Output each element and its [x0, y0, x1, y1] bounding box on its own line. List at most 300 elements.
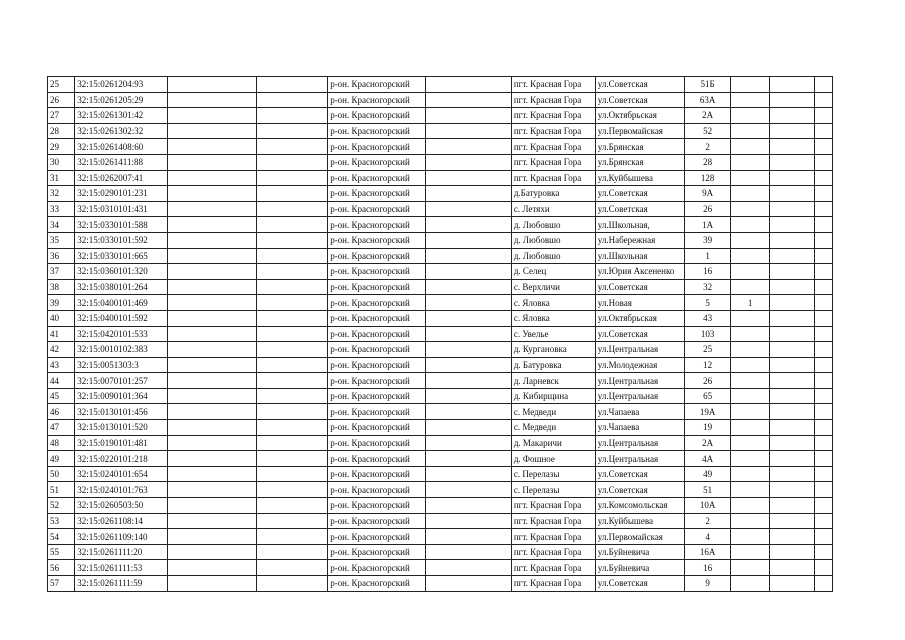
- empty-cell: [167, 388, 256, 404]
- empty-cell: [769, 279, 814, 295]
- cadastral-number-cell: 32:15:0261109:140: [75, 529, 167, 545]
- house-number-cell: 2А: [684, 435, 730, 451]
- street-cell: ул.Советская: [595, 326, 684, 342]
- table-row: [48, 123, 833, 139]
- district-cell: р-он. Красногорский: [328, 279, 426, 295]
- empty-cell: [769, 186, 814, 202]
- empty-cell: [167, 310, 256, 326]
- empty-cell: [769, 482, 814, 498]
- empty-cell: [815, 170, 833, 186]
- settlement-cell: с. Верхличи: [511, 279, 595, 295]
- district-cell: р-он. Красногорский: [328, 451, 426, 467]
- street-cell: ул.Центральная: [595, 451, 684, 467]
- table-row: [48, 357, 833, 373]
- street-cell: ул.Куйбышева: [595, 513, 684, 529]
- empty-cell: [167, 232, 256, 248]
- cadastral-number-cell: 32:15:0240101:763: [75, 482, 167, 498]
- empty-cell: [256, 544, 327, 560]
- empty-cell: [769, 560, 814, 576]
- extra-cell: [731, 544, 770, 560]
- empty-cell: [167, 435, 256, 451]
- settlement-cell: пгт. Красная Гора: [511, 513, 595, 529]
- house-number-cell: 16А: [684, 544, 730, 560]
- cadastral-number-cell: 32:15:0051303:3: [75, 357, 167, 373]
- empty-cell: [769, 139, 814, 155]
- street-cell: ул.Новая: [595, 295, 684, 311]
- table-row: [48, 513, 833, 529]
- empty-cell: [425, 92, 511, 108]
- settlement-cell: пгт. Красная Гора: [511, 154, 595, 170]
- empty-cell: [256, 92, 327, 108]
- empty-cell: [815, 451, 833, 467]
- empty-cell: [256, 295, 327, 311]
- empty-cell: [167, 404, 256, 420]
- empty-cell: [425, 154, 511, 170]
- empty-cell: [256, 342, 327, 358]
- street-cell: ул.Советская: [595, 466, 684, 482]
- table-row: [48, 217, 833, 233]
- cadastral-number-cell: 32:15:0330101:588: [75, 217, 167, 233]
- table-row: [48, 154, 833, 170]
- street-cell: ул.Школьная,: [595, 217, 684, 233]
- empty-cell: [769, 544, 814, 560]
- cadastral-number-cell: 32:15:0130101:520: [75, 420, 167, 436]
- cadastral-number-cell: 32:15:0400101:592: [75, 310, 167, 326]
- empty-cell: [256, 264, 327, 280]
- row-number-cell: 40: [48, 310, 75, 326]
- house-number-cell: 52: [684, 123, 730, 139]
- empty-cell: [815, 123, 833, 139]
- district-cell: р-он. Красногорский: [328, 139, 426, 155]
- row-number-cell: 28: [48, 123, 75, 139]
- empty-cell: [769, 357, 814, 373]
- settlement-cell: д. Селец: [511, 264, 595, 280]
- empty-cell: [167, 264, 256, 280]
- empty-cell: [769, 466, 814, 482]
- empty-cell: [769, 435, 814, 451]
- cadastral-number-cell: 32:15:0261111:59: [75, 576, 167, 592]
- empty-cell: [256, 357, 327, 373]
- empty-cell: [167, 451, 256, 467]
- settlement-cell: д. Любовшо: [511, 232, 595, 248]
- house-number-cell: 28: [684, 154, 730, 170]
- empty-cell: [769, 123, 814, 139]
- house-number-cell: 51Б: [684, 77, 730, 93]
- district-cell: р-он. Красногорский: [328, 186, 426, 202]
- empty-cell: [256, 232, 327, 248]
- table-row: [48, 201, 833, 217]
- settlement-cell: с. Медведи: [511, 420, 595, 436]
- empty-cell: [815, 498, 833, 514]
- extra-cell: [731, 498, 770, 514]
- empty-cell: [815, 513, 833, 529]
- extra-cell: [731, 404, 770, 420]
- row-number-cell: 47: [48, 420, 75, 436]
- empty-cell: [815, 342, 833, 358]
- empty-cell: [425, 170, 511, 186]
- row-number-cell: 25: [48, 77, 75, 93]
- row-number-cell: 32: [48, 186, 75, 202]
- cadastral-number-cell: 32:15:0420101:533: [75, 326, 167, 342]
- empty-cell: [167, 170, 256, 186]
- empty-cell: [425, 560, 511, 576]
- empty-cell: [256, 123, 327, 139]
- row-number-cell: 50: [48, 466, 75, 482]
- empty-cell: [425, 342, 511, 358]
- row-number-cell: 43: [48, 357, 75, 373]
- street-cell: ул.Чапаева: [595, 404, 684, 420]
- empty-cell: [167, 123, 256, 139]
- empty-cell: [425, 373, 511, 389]
- district-cell: р-он. Красногорский: [328, 92, 426, 108]
- district-cell: р-он. Красногорский: [328, 435, 426, 451]
- house-number-cell: 128: [684, 170, 730, 186]
- table-row: [48, 544, 833, 560]
- street-cell: ул.Советская: [595, 576, 684, 592]
- house-number-cell: 16: [684, 560, 730, 576]
- settlement-cell: с. Медведи: [511, 404, 595, 420]
- settlement-cell: пгт. Красная Гора: [511, 498, 595, 514]
- empty-cell: [815, 295, 833, 311]
- empty-cell: [167, 201, 256, 217]
- empty-cell: [815, 154, 833, 170]
- settlement-cell: пгт. Красная Гора: [511, 139, 595, 155]
- district-cell: р-он. Красногорский: [328, 170, 426, 186]
- settlement-cell: пгт. Красная Гора: [511, 108, 595, 124]
- empty-cell: [425, 310, 511, 326]
- street-cell: ул.Брянская: [595, 154, 684, 170]
- district-cell: р-он. Красногорский: [328, 264, 426, 280]
- empty-cell: [256, 435, 327, 451]
- cadastral-number-cell: 32:15:0261301:42: [75, 108, 167, 124]
- empty-cell: [256, 186, 327, 202]
- empty-cell: [769, 154, 814, 170]
- row-number-cell: 26: [48, 92, 75, 108]
- settlement-cell: пгт. Красная Гора: [511, 544, 595, 560]
- street-cell: ул.Молодежная: [595, 357, 684, 373]
- empty-cell: [815, 435, 833, 451]
- table-row: [48, 295, 833, 311]
- empty-cell: [256, 529, 327, 545]
- empty-cell: [425, 232, 511, 248]
- empty-cell: [167, 482, 256, 498]
- house-number-cell: 1А: [684, 217, 730, 233]
- district-cell: р-он. Красногорский: [328, 498, 426, 514]
- empty-cell: [769, 388, 814, 404]
- district-cell: р-он. Красногорский: [328, 154, 426, 170]
- settlement-cell: с. Яловка: [511, 310, 595, 326]
- street-cell: ул.Центральная: [595, 388, 684, 404]
- row-number-cell: 52: [48, 498, 75, 514]
- empty-cell: [815, 466, 833, 482]
- empty-cell: [769, 217, 814, 233]
- table-row: [48, 139, 833, 155]
- empty-cell: [769, 264, 814, 280]
- empty-cell: [256, 201, 327, 217]
- empty-cell: [769, 420, 814, 436]
- settlement-cell: д. Любовшо: [511, 248, 595, 264]
- district-cell: р-он. Красногорский: [328, 420, 426, 436]
- empty-cell: [425, 279, 511, 295]
- empty-cell: [167, 529, 256, 545]
- house-number-cell: 9: [684, 576, 730, 592]
- house-number-cell: 16: [684, 264, 730, 280]
- house-number-cell: 19: [684, 420, 730, 436]
- extra-cell: [731, 77, 770, 93]
- table-row: [48, 264, 833, 280]
- cadastral-number-cell: 32:15:0010102:383: [75, 342, 167, 358]
- table-row: [48, 232, 833, 248]
- empty-cell: [425, 576, 511, 592]
- extra-cell: [731, 451, 770, 467]
- empty-cell: [256, 326, 327, 342]
- extra-cell: [731, 92, 770, 108]
- settlement-cell: пгт. Красная Гора: [511, 123, 595, 139]
- extra-cell: [731, 420, 770, 436]
- cadastral-number-cell: 32:15:0380101:264: [75, 279, 167, 295]
- cadastral-number-cell: 32:15:0261205:29: [75, 92, 167, 108]
- settlement-cell: с. Перелазы: [511, 482, 595, 498]
- cadastral-number-cell: 32:15:0190101:481: [75, 435, 167, 451]
- empty-cell: [425, 186, 511, 202]
- empty-cell: [256, 170, 327, 186]
- house-number-cell: 4: [684, 529, 730, 545]
- extra-cell: [731, 513, 770, 529]
- table-row: [48, 77, 833, 93]
- row-number-cell: 53: [48, 513, 75, 529]
- settlement-cell: пгт. Красная Гора: [511, 560, 595, 576]
- empty-cell: [167, 342, 256, 358]
- empty-cell: [769, 576, 814, 592]
- empty-cell: [256, 217, 327, 233]
- cadastral-number-cell: 32:15:0220101:218: [75, 451, 167, 467]
- empty-cell: [256, 139, 327, 155]
- row-number-cell: 35: [48, 232, 75, 248]
- empty-cell: [256, 373, 327, 389]
- row-number-cell: 45: [48, 388, 75, 404]
- row-number-cell: 55: [48, 544, 75, 560]
- empty-cell: [167, 560, 256, 576]
- house-number-cell: 51: [684, 482, 730, 498]
- row-number-cell: 31: [48, 170, 75, 186]
- extra-cell: [731, 310, 770, 326]
- empty-cell: [425, 139, 511, 155]
- empty-cell: [815, 92, 833, 108]
- table-row: [48, 310, 833, 326]
- cadastral-number-cell: 32:15:0330101:592: [75, 232, 167, 248]
- extra-cell: [731, 482, 770, 498]
- house-number-cell: 5: [684, 295, 730, 311]
- extra-cell: [731, 326, 770, 342]
- empty-cell: [425, 217, 511, 233]
- house-number-cell: 2А: [684, 108, 730, 124]
- house-number-cell: 1: [684, 248, 730, 264]
- empty-cell: [425, 498, 511, 514]
- row-number-cell: 38: [48, 279, 75, 295]
- settlement-cell: с. Увелье: [511, 326, 595, 342]
- district-cell: р-он. Красногорский: [328, 560, 426, 576]
- empty-cell: [167, 139, 256, 155]
- extra-cell: [731, 139, 770, 155]
- empty-cell: [815, 264, 833, 280]
- empty-cell: [425, 435, 511, 451]
- street-cell: ул.Октябрьская: [595, 310, 684, 326]
- cadastral-number-cell: 32:15:0261408:60: [75, 139, 167, 155]
- empty-cell: [769, 295, 814, 311]
- empty-cell: [256, 279, 327, 295]
- empty-cell: [425, 295, 511, 311]
- empty-cell: [425, 451, 511, 467]
- district-cell: р-он. Красногорский: [328, 77, 426, 93]
- empty-cell: [815, 544, 833, 560]
- empty-cell: [425, 357, 511, 373]
- empty-cell: [815, 560, 833, 576]
- empty-cell: [425, 513, 511, 529]
- extra-cell: 1: [731, 295, 770, 311]
- table-row: [48, 420, 833, 436]
- settlement-cell: пгт. Красная Гора: [511, 77, 595, 93]
- empty-cell: [815, 373, 833, 389]
- table-row: [48, 326, 833, 342]
- house-number-cell: 43: [684, 310, 730, 326]
- district-cell: р-он. Красногорский: [328, 201, 426, 217]
- empty-cell: [425, 466, 511, 482]
- row-number-cell: 39: [48, 295, 75, 311]
- empty-cell: [815, 77, 833, 93]
- district-cell: р-он. Красногорский: [328, 576, 426, 592]
- empty-cell: [167, 279, 256, 295]
- row-number-cell: 36: [48, 248, 75, 264]
- empty-cell: [425, 326, 511, 342]
- empty-cell: [167, 373, 256, 389]
- cadastral-number-cell: 32:15:0261111:20: [75, 544, 167, 560]
- empty-cell: [769, 248, 814, 264]
- empty-cell: [256, 404, 327, 420]
- empty-cell: [167, 466, 256, 482]
- table-row: [48, 248, 833, 264]
- house-number-cell: 2: [684, 513, 730, 529]
- empty-cell: [815, 357, 833, 373]
- street-cell: ул.Октябрьская: [595, 108, 684, 124]
- empty-cell: [425, 388, 511, 404]
- empty-cell: [425, 123, 511, 139]
- cadastral-number-cell: 32:15:0290101:231: [75, 186, 167, 202]
- district-cell: р-он. Красногорский: [328, 373, 426, 389]
- cadastral-number-cell: 32:15:0261411:88: [75, 154, 167, 170]
- house-number-cell: 39: [684, 232, 730, 248]
- extra-cell: [731, 264, 770, 280]
- extra-cell: [731, 232, 770, 248]
- cadastral-number-cell: 32:15:0310101:431: [75, 201, 167, 217]
- district-cell: р-он. Красногорский: [328, 123, 426, 139]
- table-row: [48, 482, 833, 498]
- table-row: [48, 560, 833, 576]
- empty-cell: [256, 466, 327, 482]
- cadastral-number-cell: 32:15:0261302:32: [75, 123, 167, 139]
- extra-cell: [731, 576, 770, 592]
- street-cell: ул.Советская: [595, 77, 684, 93]
- table-row: [48, 108, 833, 124]
- cadastral-number-cell: 32:15:0400101:469: [75, 295, 167, 311]
- settlement-cell: д. Фошное: [511, 451, 595, 467]
- empty-cell: [769, 92, 814, 108]
- settlement-cell: д. Батуровка: [511, 357, 595, 373]
- extra-cell: [731, 154, 770, 170]
- empty-cell: [769, 342, 814, 358]
- cadastral-number-cell: 32:15:0262007:41: [75, 170, 167, 186]
- empty-cell: [167, 513, 256, 529]
- cadastral-number-cell: 32:15:0130101:456: [75, 404, 167, 420]
- district-cell: р-он. Красногорский: [328, 357, 426, 373]
- street-cell: ул.Первомайская: [595, 123, 684, 139]
- empty-cell: [425, 248, 511, 264]
- settlement-cell: пгт. Красная Гора: [511, 170, 595, 186]
- row-number-cell: 46: [48, 404, 75, 420]
- extra-cell: [731, 529, 770, 545]
- empty-cell: [815, 217, 833, 233]
- extra-cell: [731, 342, 770, 358]
- empty-cell: [815, 404, 833, 420]
- settlement-cell: д.Батуровка: [511, 186, 595, 202]
- empty-cell: [769, 529, 814, 545]
- table-row: [48, 435, 833, 451]
- empty-cell: [167, 295, 256, 311]
- empty-cell: [256, 77, 327, 93]
- house-number-cell: 19А: [684, 404, 730, 420]
- empty-cell: [167, 248, 256, 264]
- empty-cell: [425, 264, 511, 280]
- empty-cell: [769, 170, 814, 186]
- empty-cell: [256, 388, 327, 404]
- empty-cell: [425, 201, 511, 217]
- empty-cell: [167, 154, 256, 170]
- settlement-cell: д. Кибирщина: [511, 388, 595, 404]
- street-cell: ул.Первомайская: [595, 529, 684, 545]
- extra-cell: [731, 123, 770, 139]
- empty-cell: [425, 77, 511, 93]
- table-row: [48, 373, 833, 389]
- table-row: [48, 279, 833, 295]
- house-number-cell: 49: [684, 466, 730, 482]
- settlement-cell: с. Яловка: [511, 295, 595, 311]
- extra-cell: [731, 560, 770, 576]
- empty-cell: [769, 310, 814, 326]
- empty-cell: [167, 108, 256, 124]
- row-number-cell: 41: [48, 326, 75, 342]
- row-number-cell: 48: [48, 435, 75, 451]
- table-row: [48, 529, 833, 545]
- extra-cell: [731, 373, 770, 389]
- empty-cell: [167, 544, 256, 560]
- empty-cell: [425, 482, 511, 498]
- extra-cell: [731, 170, 770, 186]
- row-number-cell: 54: [48, 529, 75, 545]
- empty-cell: [815, 108, 833, 124]
- row-number-cell: 49: [48, 451, 75, 467]
- district-cell: р-он. Красногорский: [328, 513, 426, 529]
- district-cell: р-он. Красногорский: [328, 108, 426, 124]
- cadastral-number-cell: 32:15:0261204:93: [75, 77, 167, 93]
- district-cell: р-он. Красногорский: [328, 466, 426, 482]
- street-cell: ул.Школьная: [595, 248, 684, 264]
- empty-cell: [167, 77, 256, 93]
- district-cell: р-он. Красногорский: [328, 342, 426, 358]
- empty-cell: [815, 186, 833, 202]
- empty-cell: [167, 498, 256, 514]
- empty-cell: [815, 482, 833, 498]
- row-number-cell: 33: [48, 201, 75, 217]
- row-number-cell: 51: [48, 482, 75, 498]
